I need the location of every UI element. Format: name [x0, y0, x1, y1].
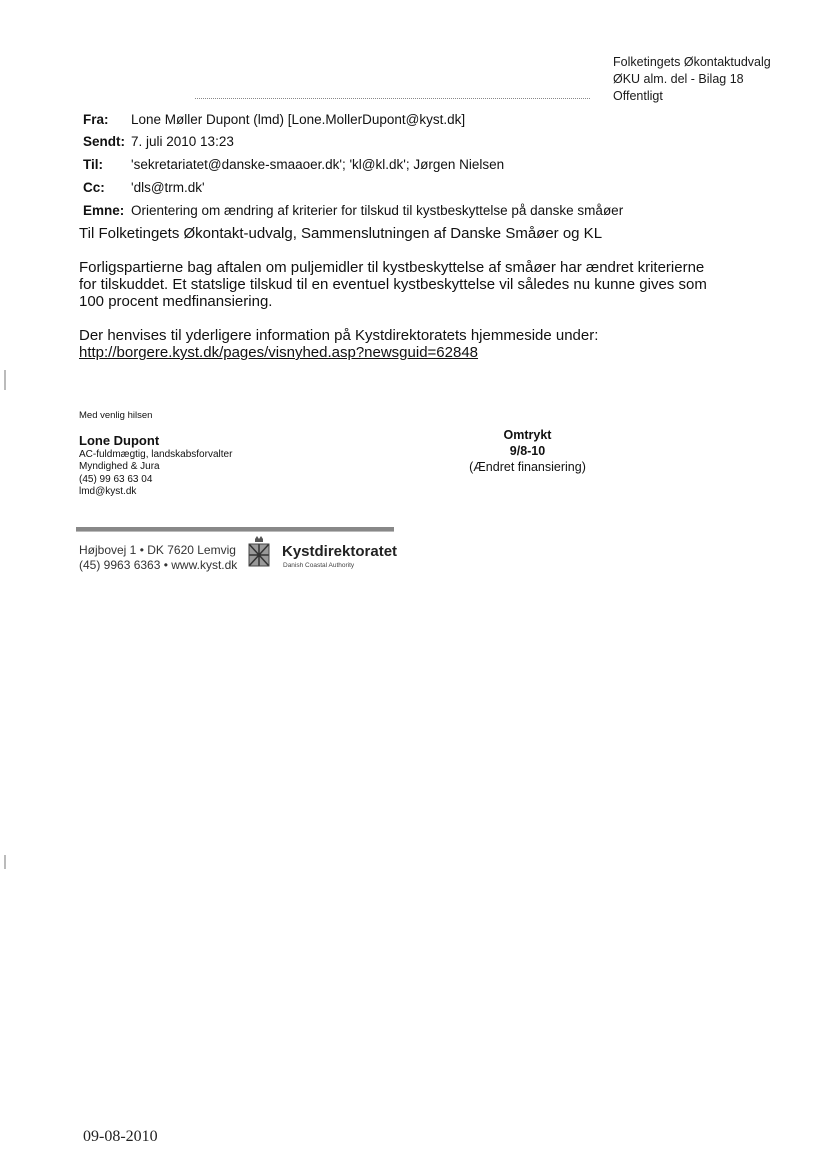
cc-value: 'dls@trm.dk': [131, 180, 205, 195]
signature-name: Lone Dupont: [79, 433, 160, 448]
signature-details: [79, 449, 232, 498]
signature-title: AC-fuldmægtig, landskabsforvalter: [79, 449, 233, 460]
scan-mark: [4, 855, 6, 869]
signature-phone: (45) 99 63 63 04: [79, 473, 153, 485]
scan-mark: [4, 370, 6, 390]
paragraph-line: Der henvises til yderligere information på Kystdirektoratets hjemmeside under:: [79, 327, 599, 344]
stamp-date: 9/8-10: [509, 444, 546, 458]
letterhead-address-block: [79, 543, 237, 573]
brand-subtitle: Danish Coastal Authority: [283, 562, 355, 569]
letterhead-address: Højbovej 1 • DK 7620 Lemvig: [79, 543, 236, 557]
brand-name: Kystdirektoratet: [282, 543, 398, 560]
reprint-stamp: [455, 427, 600, 475]
website-link[interactable]: http://borgere.kyst.dk/pages/visnyhed.asp?newsguid=62848: [79, 344, 479, 361]
reference-line-bilag: ØKU alm. del - Bilag 18: [613, 72, 744, 86]
signature-email: lmd@kyst.dk: [79, 485, 137, 497]
subject-label: Emne:: [83, 203, 125, 218]
print-date: 09-08-2010: [83, 1128, 158, 1145]
salutation: Til Folketingets Økontakt-udvalg, Sammenslutningen af Danske Småøer og KL: [79, 225, 603, 242]
from-label: Fra:: [83, 112, 109, 127]
letterhead-rule-shadow: [76, 531, 394, 532]
paragraph-line: 100 procent medfinansiering.: [79, 293, 273, 310]
paragraph-reference: [79, 327, 598, 361]
from-value: Lone Møller Dupont (lmd) [Lone.MollerDupont@kyst.dk]: [131, 112, 466, 127]
subject-value: Orientering om ændring af kriterier for tilskud til kystbeskyttelse på danske småøer: [131, 203, 624, 218]
header-divider: [195, 98, 590, 99]
sent-label: Sendt:: [83, 134, 125, 149]
cc-label: Cc:: [83, 180, 105, 195]
sent-value: 7. juli 2010 13:23: [131, 134, 234, 149]
signature-department: Myndighed & Jura: [79, 461, 160, 473]
closing-greeting: Med venlig hilsen: [79, 410, 153, 421]
letterhead-contact: (45) 9963 6363 • www.kyst.dk: [79, 558, 238, 572]
paragraph-criteria: [79, 259, 707, 310]
stamp-title: Omtrykt: [503, 428, 552, 442]
reference-line-committee: Folketingets Økontaktudvalg: [613, 55, 771, 69]
paragraph-line: for tilskuddet. Et statslige tilskud til en eventuel kystbeskyttelse vil således nu kunne gives som: [79, 276, 707, 293]
document-reference: [613, 54, 771, 105]
stamp-note: (Ændret finansiering): [469, 460, 586, 474]
paragraph-line: Forligspartierne bag aftalen om puljemidler til kystbeskyttelse af småøer har ændret kriterierne: [79, 259, 705, 276]
to-label: Til:: [83, 157, 103, 172]
reference-line-public: Offentligt: [613, 89, 663, 103]
to-value: 'sekretariatet@danske-smaaoer.dk'; 'kl@kl.dk'; Jørgen Nielsen: [131, 157, 505, 172]
royal-crest-icon: [246, 535, 272, 569]
